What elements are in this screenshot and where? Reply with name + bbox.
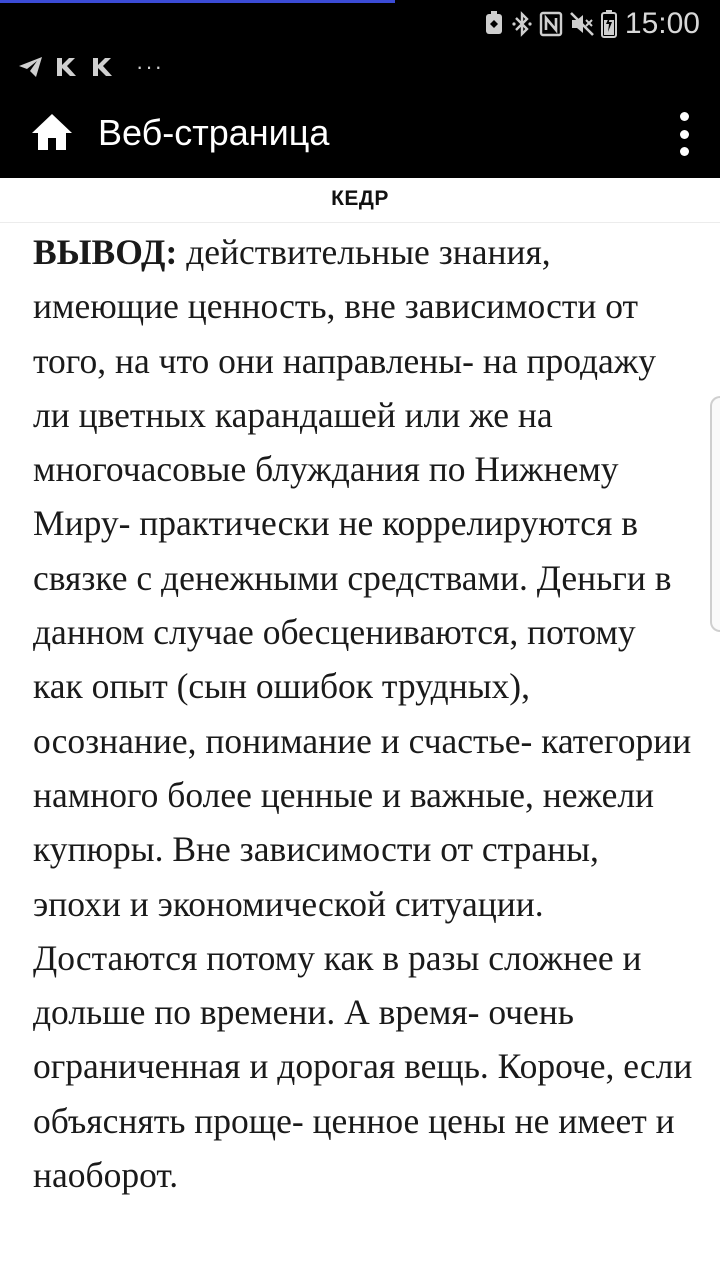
more-vertical-icon bbox=[680, 147, 689, 156]
status-icons bbox=[483, 4, 700, 44]
article-text bbox=[33, 225, 693, 1202]
app-bar-title: Веб-страница bbox=[98, 112, 330, 153]
battery-icon bbox=[601, 10, 617, 38]
vk-icon bbox=[54, 56, 80, 78]
page-header bbox=[0, 178, 720, 223]
page-header-title: КЕДР bbox=[331, 187, 389, 210]
vk-icon bbox=[90, 56, 116, 78]
mute-icon bbox=[569, 11, 595, 37]
status-bar bbox=[0, 0, 720, 48]
app-bar bbox=[0, 90, 720, 178]
telegram-icon bbox=[18, 55, 44, 79]
more-notifications-indicator: ··· bbox=[136, 54, 164, 79]
nfc-icon bbox=[539, 11, 563, 37]
home-button[interactable] bbox=[28, 110, 76, 158]
page-loading-progress bbox=[0, 0, 395, 3]
article-body: действительные знания, имеющие ценность, вне зависимости от того, на что они направлены- на продажу ли цветных карандашей или же на многочасовые блуждания по Нижнему Миру- практически не коррелируются в связке с денежными средствами. Деньги в данном случае обесцениваются, потому как опыт (сын ошибок трудных), осознание, понимание и счастье- категории намного более ценные и важные, нежели купюры. Вне зависимости от страны, эпохи и экономической ситуации. Достаются потому как в разы сложнее и дольше по времени. А время- очень ограниченная и дорогая вещь. Короче, если объяснять проще- ценное цены не имеет и наоборот. bbox=[33, 232, 693, 1196]
article-lead: ВЫВОД: bbox=[33, 232, 178, 272]
scroll-handle[interactable] bbox=[710, 396, 720, 632]
more-vertical-icon bbox=[680, 130, 689, 139]
home-icon bbox=[30, 112, 74, 157]
cleaner-icon bbox=[483, 11, 505, 37]
more-vertical-icon bbox=[680, 112, 689, 121]
status-clock: 15:00 bbox=[624, 7, 700, 40]
notification-icons bbox=[18, 52, 164, 82]
overflow-menu-button[interactable] bbox=[670, 112, 698, 156]
bluetooth-icon bbox=[511, 10, 533, 38]
notification-icons-row bbox=[0, 48, 720, 90]
